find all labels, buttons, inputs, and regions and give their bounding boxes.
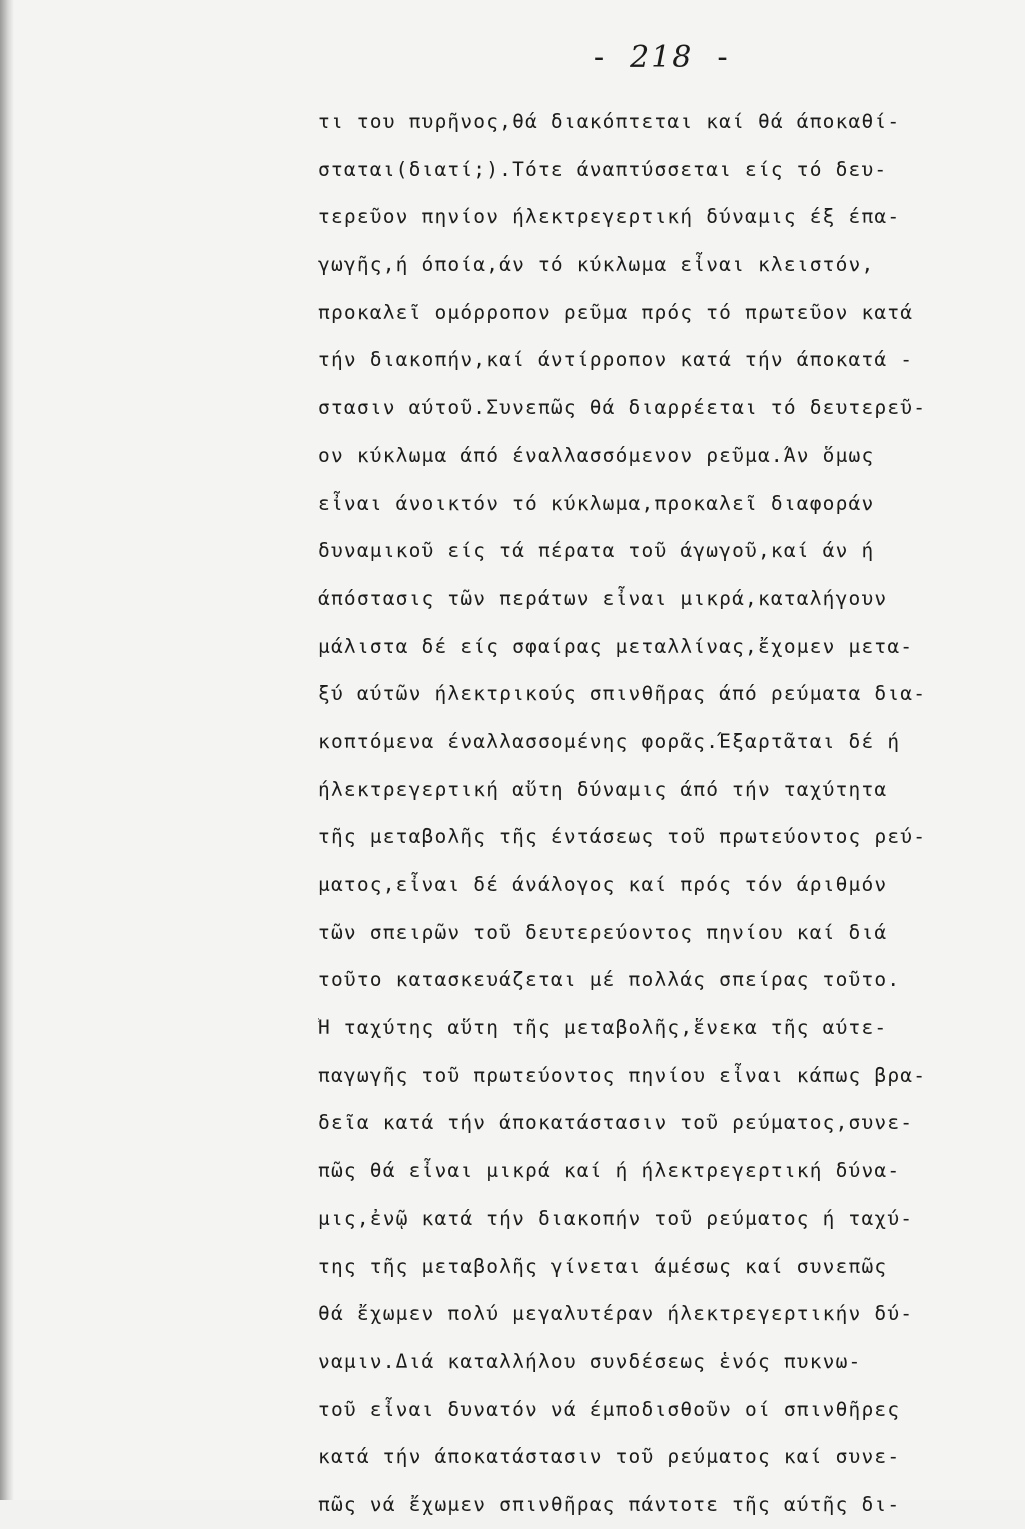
text-line: δεῖα κατά τήν άποκατάστασιν τοῦ ρεύματος,συνε- — [318, 1111, 914, 1135]
scan-binding-edge — [0, 0, 14, 1500]
text-line: εἶναι άνοικτόν τό κύκλωμα,προκαλεῖ διαφοράν — [318, 491, 875, 515]
text-line: μις,ἐνῷ κατά τήν διακοπήν τοῦ ρεύματος ή ταχύ- — [318, 1206, 914, 1230]
text-line: τῶν σπειρῶν τοῦ δευτερεύοντος πηνίου καί διά — [318, 920, 888, 944]
text-line: προκαλεῖ ομόρροπον ρεῦμα πρός τό πρωτεῦον κατά — [318, 300, 914, 324]
text-line: θά ἔχωμεν πολύ μεγαλυτέραν ήλεκτρεγερτικήν δύ- — [318, 1302, 914, 1326]
text-line: παγωγῆς τοῦ πρωτεύοντος πηνίου εἶναι κάπως βρα- — [318, 1063, 927, 1087]
text-line: Ἡ ταχύτης αὕτη τῆς μεταβολῆς,ἕνεκα τῆς αύτε- — [318, 1016, 888, 1040]
text-line: πῶς νά ἔχωμεν σπινθῆρας πάντοτε τῆς αύτῆς δι- — [318, 1492, 901, 1516]
text-line: κοπτόμενα έναλλασσομένης φορᾶς.Έξαρτᾶται δέ ή — [318, 729, 901, 753]
text-line: άπόστασις τῶν περάτων εἶναι μικρά,καταλήγουν — [318, 586, 888, 610]
text-line: μάλιστα δέ είς σφαίρας μεταλλίνας,ἔχομεν μετα- — [318, 634, 914, 658]
text-line: πῶς θά εἶναι μικρά καί ή ήλεκτρεγερτική δύνα- — [318, 1159, 901, 1183]
typewritten-body — [318, 98, 968, 1529]
page-number: - 218 - — [590, 40, 734, 75]
text-line: τοῦ εἶναι δυνατόν νά έμποδισθοῦν οί σπινθῆρες — [318, 1397, 901, 1421]
text-line: τῆς μεταβολῆς τῆς έντάσεως τοῦ πρωτεύοντος ρεύ- — [318, 825, 927, 849]
text-line: γωγῆς,ή όποία,άν τό κύκλωμα εἶναι κλειστόν, — [318, 253, 875, 277]
text-line: τήν διακοπήν,καί άντίρροπον κατά τήν άποκατά - — [318, 348, 914, 372]
text-line: τι του πυρῆνος,θά διακόπτεται καί θά άποκαθί- — [318, 110, 901, 133]
text-line: σταται(διατί;).Τότε άναπτύσσεται είς τό δευ- — [318, 157, 888, 181]
text-line: κατά τήν άποκατάστασιν τοῦ ρεύματος καί συνε- — [318, 1445, 901, 1469]
text-line: ήλεκτρεγερτική αὕτη δύναμις άπό τήν ταχύτητα — [318, 777, 888, 801]
text-line: ον κύκλωμα άπό έναλλασσόμενον ρεῦμα.Άν ὅμως — [318, 443, 875, 467]
page-number-value: 218 — [630, 40, 694, 75]
text-line: δυναμικοῦ είς τά πέρατα τοῦ άγωγοῦ,καί άν ή — [318, 539, 875, 563]
text-line: τοῦτο κατασκευάζεται μέ πολλάς σπείρας τοῦτο. — [318, 968, 901, 992]
text-line: στασιν αύτοῦ.Συνεπῶς θά διαρρέεται τό δευτερεῦ- — [318, 396, 927, 420]
text-line: της τῆς μεταβολῆς γίνεται άμέσως καί συνεπῶς — [318, 1254, 888, 1278]
text-line: ναμιν.Διά καταλλήλου συνδέσεως ἑνός πυκνω- — [318, 1349, 862, 1373]
text-line: ξύ αύτῶν ήλεκτρικούς σπινθῆρας άπό ρεύματα δια- — [318, 682, 927, 706]
text-line: ματος,εἶναι δέ άνάλογος καί πρός τόν άριθμόν — [318, 873, 888, 896]
text-line: τερεῦον πηνίον ήλεκτρεγερτική δύναμις έξ έπα- — [318, 205, 901, 229]
